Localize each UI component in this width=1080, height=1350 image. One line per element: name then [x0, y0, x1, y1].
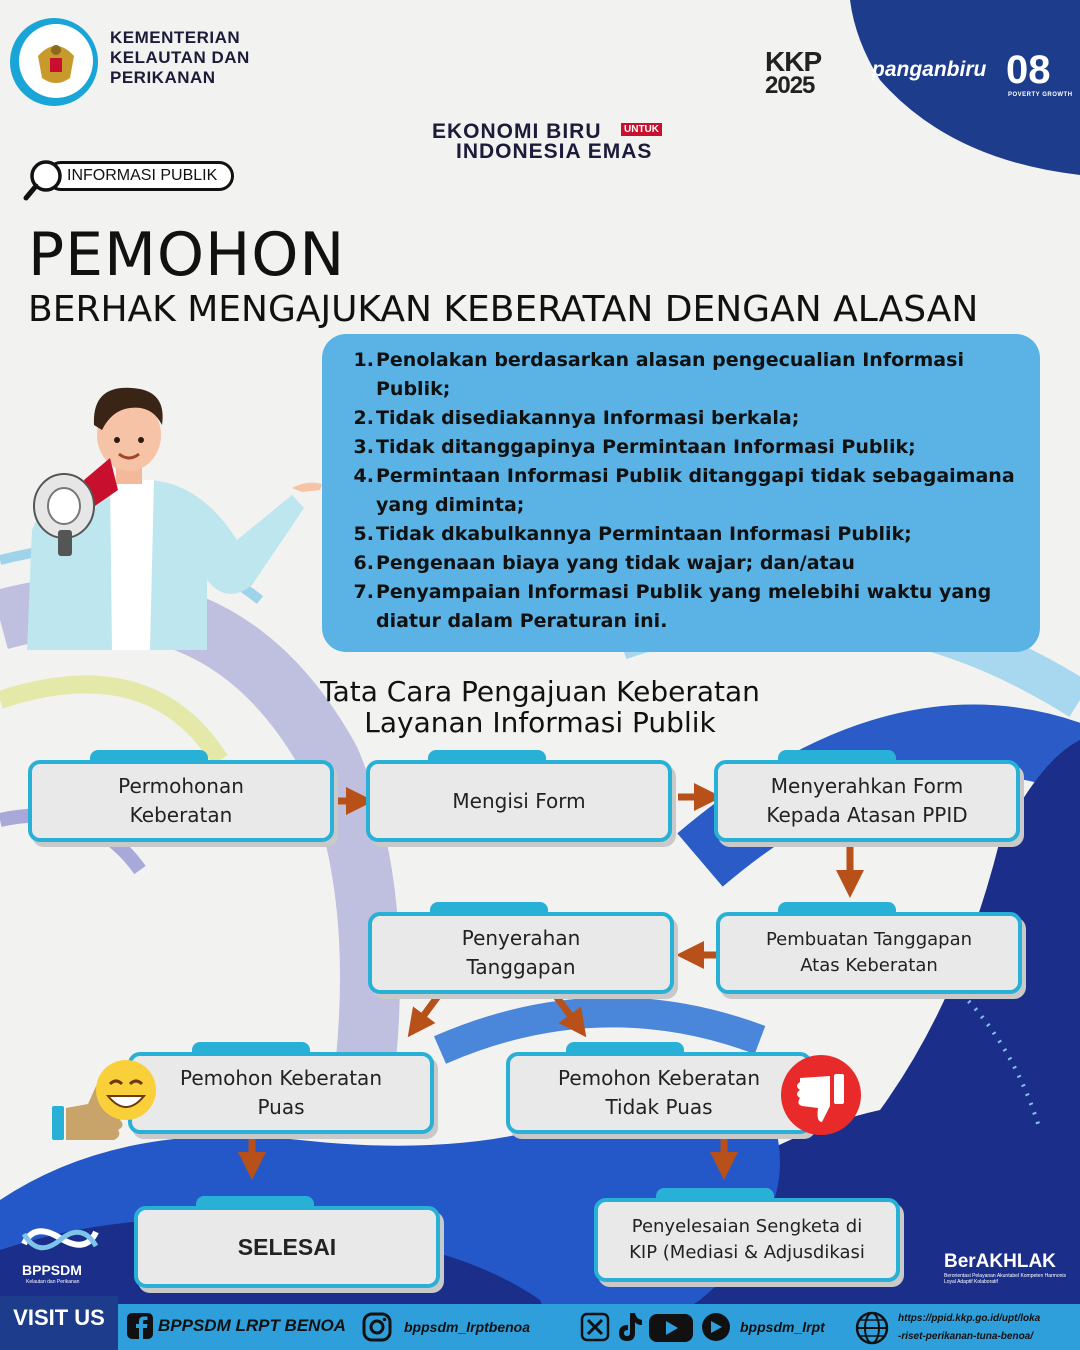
bppsdm-logo	[14, 1214, 106, 1264]
berakhlak-subtext: Berorientasi Pelayanan Akuntabel Kompeten Harmonis Loyal Adaptif Kolaboratif	[944, 1273, 1067, 1285]
reason-number: 6.	[353, 552, 374, 574]
multi-platform-handle[interactable]: bppsdm_lrpt	[740, 1319, 825, 1335]
reason-text: Tidak dkabulkannya Permintaan Informasi Publik;	[376, 523, 912, 545]
reason-number: 5.	[353, 523, 374, 545]
ekonomi-biru-line-2: INDONESIA EMAS	[456, 140, 653, 163]
podcast-icon[interactable]	[700, 1311, 732, 1343]
step-text: Menyerahkan Form	[770, 774, 964, 798]
ministry-line-1: KEMENTERIAN	[110, 28, 241, 47]
ministry-logo	[8, 16, 100, 108]
step-penyelesaian-sengketa	[594, 1198, 900, 1282]
reason-text: Pengenaan biaya yang tidak wajar; dan/atau	[376, 552, 855, 574]
kkp-logo-year: 2025	[765, 72, 815, 99]
person-with-megaphone-illustration	[22, 380, 332, 650]
reason-item	[350, 433, 1030, 462]
reason-text: Penyampaian Informasi Publik yang melebihi waktu yang diatur dalam Peraturan ini.	[376, 581, 992, 632]
ministry-line-3: PERIKANAN	[110, 68, 216, 87]
procedure-title-line-1: Tata Cara Pengajuan Keberatan	[320, 675, 760, 708]
instagram-icon[interactable]	[362, 1312, 392, 1342]
step-text: Permohonan	[118, 774, 244, 798]
step-text: Pembuatan Tanggapan	[765, 929, 973, 950]
tiktok-icon[interactable]	[614, 1311, 644, 1343]
magnifier-icon	[22, 158, 66, 202]
happy-thumbs-up-icon	[48, 1056, 160, 1146]
step-text: Puas	[257, 1095, 305, 1119]
informasi-publik-badge	[46, 161, 234, 191]
reason-number: 2.	[353, 407, 374, 429]
step-text: Atas Keberatan	[800, 955, 938, 976]
step-menyerahkan-form	[714, 760, 1020, 842]
step-text: KIP (Mediasi & Adjusdikasi	[629, 1242, 865, 1263]
reason-text: Penolakan berdasarkan alasan pengecualian Informasi Publik;	[376, 349, 964, 400]
step-pemohon-tidak-puas	[506, 1052, 812, 1134]
ekonomi-biru-line-1: EKONOMI BIRU	[432, 120, 602, 143]
step-pembuatan-tanggapan	[716, 912, 1022, 994]
berakhlak-logo: BerAKHLAK	[944, 1251, 1056, 1272]
instagram-handle[interactable]: bppsdm_lrptbenoa	[404, 1319, 531, 1335]
step-text: Pemohon Keberatan	[558, 1066, 760, 1090]
step-permohonan-keberatan	[28, 760, 334, 842]
step-text: SELESAI	[237, 1233, 337, 1260]
step-text: Penyelesaian Sengketa di	[631, 1216, 863, 1237]
procedure-title	[0, 676, 1080, 738]
panganbiru-logo: panganbiru	[872, 58, 987, 81]
step-text: Tidak Puas	[605, 1095, 713, 1119]
kkp-2025-logo	[765, 46, 822, 99]
reason-text: Tidak ditanggapinya Permintaan Informasi Publik;	[376, 436, 916, 458]
bppsdm-logo-text: BPPSDM	[22, 1262, 82, 1278]
reasons-list	[350, 346, 1030, 636]
ministry-name	[110, 28, 250, 88]
step-text: Tanggapan	[466, 955, 576, 979]
kkp-logo-text: KKP	[765, 46, 822, 77]
reason-item	[350, 520, 1030, 549]
reason-text: Permintaan Informasi Publik ditanggapi tidak sebagaimana yang diminta;	[376, 465, 1015, 516]
procedure-title-line-2: Layanan Informasi Publik	[364, 706, 716, 739]
reason-number: 4.	[353, 465, 374, 487]
bppsdm-logo-subtext: Kelautan dan Perikanan	[26, 1279, 80, 1285]
globe-icon[interactable]	[854, 1310, 890, 1346]
reason-number: 7.	[353, 581, 374, 603]
ekonomi-untuk-tag: UNTUK	[621, 123, 662, 136]
x-twitter-icon[interactable]	[580, 1312, 610, 1342]
step-pemohon-puas	[128, 1052, 434, 1134]
step-text: Mengisi Form	[452, 788, 586, 813]
step-penyerahan-tanggapan	[368, 912, 674, 994]
reasons-panel	[322, 334, 1040, 652]
step-text: Pemohon Keberatan	[180, 1066, 382, 1090]
youtube-icon[interactable]	[648, 1313, 694, 1343]
reason-item	[350, 462, 1030, 520]
step-text: Penyerahan	[461, 926, 581, 950]
reason-number: 1.	[353, 349, 374, 371]
facebook-handle[interactable]: BPPSDM LRPT BENOA	[158, 1316, 346, 1335]
page-title: PEMOHON	[28, 220, 346, 290]
step-mengisi-form	[366, 760, 672, 842]
reason-item	[350, 404, 1030, 433]
thumbs-down-icon	[778, 1052, 864, 1138]
eight-logo-sub: POVERTY GROWTH	[1008, 92, 1073, 98]
website-link[interactable]	[898, 1310, 1040, 1346]
reason-item	[350, 578, 1030, 636]
eight-logo: 08	[1006, 48, 1051, 92]
badge-label: INFORMASI PUBLIK	[67, 167, 218, 184]
reason-item	[350, 346, 1030, 404]
website-line-1: https://ppid.kkp.go.id/upt/loka	[898, 1313, 1041, 1324]
visit-us-label: VISIT US	[0, 1296, 118, 1350]
ministry-line-2: KELAUTAN DAN	[110, 48, 250, 67]
reason-item	[350, 549, 1030, 578]
step-text: Kepada Atasan PPID	[766, 803, 968, 827]
website-line-2: -riset-perikanan-tuna-benoa/	[898, 1331, 1034, 1342]
facebook-icon[interactable]	[126, 1312, 154, 1340]
reason-number: 3.	[353, 436, 374, 458]
page-subtitle: BERHAK MENGAJUKAN KEBERATAN DENGAN ALASAN	[28, 289, 979, 330]
step-selesai	[134, 1206, 440, 1288]
reason-text: Tidak disediakannya Informasi berkala;	[376, 407, 800, 429]
step-text: Keberatan	[129, 803, 233, 827]
